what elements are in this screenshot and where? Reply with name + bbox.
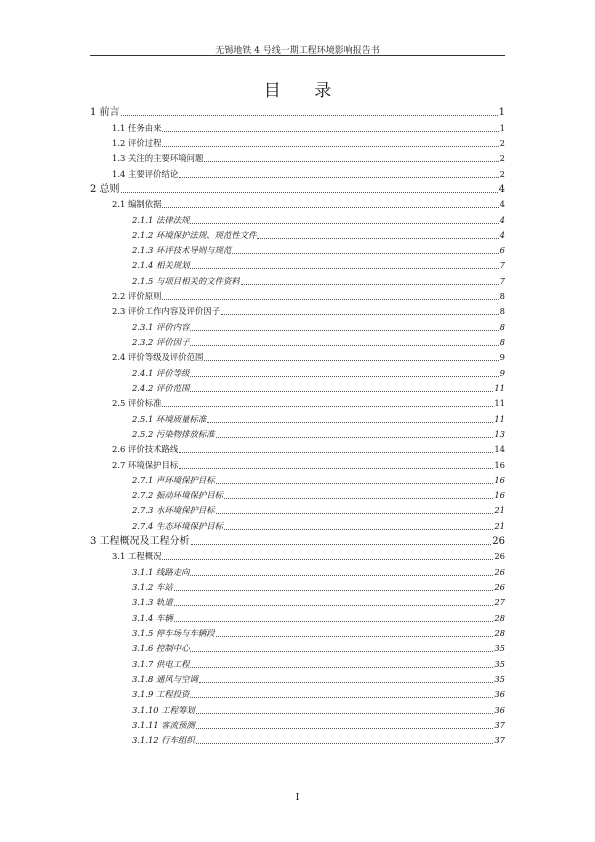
toc-entry-page: 4 — [499, 214, 505, 225]
toc-entry[interactable] — [90, 409, 505, 424]
toc-entry-page: 2 — [499, 137, 505, 148]
toc-leader-dots — [204, 360, 498, 361]
toc-entry[interactable] — [90, 516, 505, 531]
toc-leader-dots — [190, 391, 493, 392]
toc-entry-label: 2.3.2 评价因子 — [132, 337, 190, 347]
toc-entry-page: 11 — [494, 398, 505, 409]
toc-entry[interactable] — [90, 440, 505, 455]
toc-leader-dots — [196, 743, 494, 744]
toc-entry-page: 11 — [494, 413, 505, 424]
toc-entry-page: 4 — [498, 183, 505, 195]
toc-leader-dots — [179, 468, 493, 469]
toc-entry-page: 35 — [494, 643, 505, 654]
toc-entry-label: 2.4 评价等级及评价范围 — [112, 352, 204, 363]
toc-entry[interactable] — [90, 685, 505, 700]
toc-entry[interactable] — [90, 471, 505, 486]
toc-entry-page: 26 — [494, 566, 505, 577]
toc-entry-page: 36 — [494, 704, 505, 715]
toc-entry-label: 1.3 关注的主要环境问题 — [112, 153, 204, 164]
table-of-contents — [90, 103, 505, 746]
toc-leader-dots — [190, 575, 493, 576]
toc-entry-label: 2.5.2 污染物排放标准 — [132, 428, 215, 439]
toc-entry-page: 8 — [499, 291, 505, 302]
toc-entry[interactable] — [90, 241, 505, 256]
toc-entry-page: 27 — [494, 597, 505, 608]
toc-entry-label: 2 总则 — [90, 183, 120, 195]
toc-entry[interactable] — [90, 731, 505, 746]
toc-entry[interactable] — [90, 287, 505, 302]
toc-entry-page: 37 — [494, 735, 505, 746]
toc-entry[interactable] — [90, 271, 505, 286]
toc-entry[interactable] — [90, 501, 505, 516]
toc-leader-dots — [190, 667, 493, 668]
toc-entry-label: 2.7.3 水环境保护目标 — [132, 505, 215, 516]
toc-entry[interactable] — [90, 103, 505, 118]
toc-leader-dots — [190, 345, 498, 346]
toc-entry[interactable] — [90, 210, 505, 225]
toc-entry-page: 13 — [494, 428, 505, 439]
toc-leader-dots — [216, 483, 494, 484]
toc-entry-label: 2.1 编制依据 — [112, 199, 162, 210]
toc-entry-label: 2.1.1 法律法规 — [132, 214, 190, 225]
toc-leader-dots — [241, 284, 499, 285]
toc-entry-label: 1.2 评价过程 — [112, 137, 162, 148]
toc-leader-dots — [174, 605, 494, 606]
toc-entry[interactable] — [90, 578, 505, 593]
toc-entry-page: 21 — [494, 505, 505, 516]
toc-leader-dots — [199, 682, 493, 683]
toc-entry-page: 11 — [494, 382, 505, 393]
toc-entry-label: 1.1 任务由来 — [112, 122, 162, 133]
toc-leader-dots — [190, 651, 493, 652]
toc-leader-dots — [174, 621, 494, 622]
toc-entry-page: 35 — [494, 673, 505, 684]
toc-entry-page: 9 — [499, 367, 505, 378]
toc-entry-page: 7 — [499, 260, 505, 271]
toc-leader-dots — [196, 728, 494, 729]
toc-leader-dots — [190, 330, 498, 331]
toc-entry-label: 2.1.4 相关规划 — [132, 260, 190, 271]
toc-entry-label: 2.7.1 声环境保护目标 — [132, 474, 215, 485]
toc-entry-label: 3.1 工程概况 — [112, 551, 162, 562]
toc-leader-dots — [196, 713, 494, 714]
toc-entry-page: 9 — [499, 352, 505, 363]
toc-entry-label: 1 前言 — [90, 107, 120, 119]
toc-entry[interactable] — [90, 455, 505, 470]
toc-entry-page: 2 — [499, 168, 505, 179]
toc-entry-page: 2 — [499, 153, 505, 164]
toc-entry-page: 1 — [498, 107, 505, 119]
toc-entry-page: 28 — [494, 627, 505, 638]
toc-leader-dots — [162, 406, 493, 407]
toc-leader-dots — [190, 223, 498, 224]
toc-entry-page: 6 — [499, 245, 505, 256]
toc-entry[interactable] — [90, 164, 505, 179]
toc-entry[interactable] — [90, 486, 505, 501]
toc-leader-dots — [232, 253, 498, 254]
toc-entry[interactable] — [90, 180, 505, 195]
toc-entry[interactable] — [90, 134, 505, 149]
toc-leader-dots — [221, 314, 499, 315]
toc-entry-label: 3.1.1 线路走向 — [132, 566, 190, 577]
page-number: I — [295, 793, 300, 803]
toc-leader-dots — [207, 422, 493, 423]
toc-entry-label: 2.3.1 评价内容 — [132, 321, 190, 332]
toc-entry[interactable] — [90, 532, 505, 547]
toc-entry-label: 3.1.3 轨道 — [132, 597, 173, 608]
toc-leader-dots — [179, 177, 498, 178]
toc-entry[interactable] — [90, 348, 505, 363]
toc-entry[interactable] — [90, 317, 505, 332]
toc-leader-dots — [190, 376, 498, 377]
toc-leader-dots — [257, 238, 498, 239]
toc-entry-label: 2.1.5 与项目相关的文件资料 — [132, 275, 240, 286]
toc-leader-dots — [216, 636, 494, 637]
toc-entry-page: 35 — [494, 658, 505, 669]
toc-leader-dots — [121, 115, 498, 116]
running-header: 无锡地铁 4 号线一期工程环境影响报告书 — [215, 46, 380, 56]
toc-entry-label: 2.6 评价技术路线 — [112, 444, 179, 455]
toc-entry[interactable] — [90, 363, 505, 378]
toc-entry-label: 1.4 主要评价结论 — [112, 168, 179, 179]
toc-entry-page: 37 — [494, 719, 505, 730]
toc-entry[interactable] — [90, 608, 505, 623]
toc-entry-page: 4 — [499, 229, 505, 240]
toc-entry-label: 2.5 评价标准 — [112, 398, 162, 409]
toc-leader-dots — [174, 590, 494, 591]
toc-entry-label: 2.1.2 环境保护法规、规范性文件 — [132, 229, 257, 240]
toc-leader-dots — [190, 268, 498, 269]
toc-leader-dots — [162, 559, 493, 560]
toc-leader-dots — [191, 544, 492, 545]
toc-leader-dots — [224, 498, 493, 499]
toc-entry[interactable] — [90, 118, 505, 133]
toc-entry-label: 3.1.4 车辆 — [132, 612, 173, 623]
toc-entry[interactable] — [90, 716, 505, 731]
toc-entry[interactable] — [90, 379, 505, 394]
toc-entry-label: 3 工程概况及工程分析 — [90, 536, 190, 548]
toc-entry-page: 16 — [494, 474, 505, 485]
toc-entry-label: 3.1.2 车站 — [132, 582, 173, 592]
toc-entry-page: 26 — [492, 536, 505, 548]
toc-entry-label: 2.4.1 评价等级 — [132, 367, 190, 378]
toc-leader-dots — [216, 513, 494, 514]
toc-entry[interactable] — [90, 639, 505, 654]
toc-entry[interactable] — [90, 593, 505, 608]
toc-leader-dots — [162, 146, 498, 147]
toc-entry[interactable] — [90, 547, 505, 562]
toc-entry-label: 3.1.12 行车组织 — [132, 735, 195, 746]
toc-leader-dots — [190, 697, 493, 698]
toc-entry-page: 26 — [494, 551, 505, 562]
toc-leader-dots — [224, 529, 493, 530]
toc-entry-label: 3.1.6 控制中心 — [132, 643, 190, 654]
toc-entry[interactable] — [90, 302, 505, 317]
toc-entry[interactable] — [90, 226, 505, 241]
toc-entry[interactable] — [90, 670, 505, 685]
toc-entry[interactable] — [90, 562, 505, 577]
toc-leader-dots — [204, 161, 498, 162]
toc-entry-label: 2.7 环境保护目标 — [112, 459, 179, 470]
toc-entry[interactable] — [90, 333, 505, 348]
toc-entry-page: 16 — [494, 459, 505, 470]
toc-entry-page: 16 — [494, 490, 505, 501]
toc-entry[interactable] — [90, 195, 505, 210]
toc-entry-label: 2.1.3 环评技术导则与规范 — [132, 245, 232, 256]
toc-entry-label: 2.7.2 振动环境保护目标 — [132, 490, 223, 501]
toc-entry[interactable] — [90, 700, 505, 715]
toc-entry-page: 8 — [499, 321, 505, 332]
toc-entry-label: 2.5.1 环境质量标准 — [132, 413, 207, 424]
toc-entry-page: 26 — [494, 582, 505, 592]
toc-entry-label: 2.4.2 评价范围 — [132, 382, 190, 393]
toc-entry-label: 3.1.11 客流预测 — [132, 719, 195, 730]
toc-entry-page: 28 — [494, 612, 505, 623]
toc-entry[interactable] — [90, 394, 505, 409]
toc-entry[interactable] — [90, 149, 505, 164]
toc-entry-label: 3.1.9 工程投资 — [132, 689, 190, 700]
page-title: 目 录 — [263, 81, 346, 101]
header-rule — [90, 55, 505, 56]
toc-leader-dots — [179, 452, 493, 453]
toc-entry-label: 2.7.4 生态环境保护目标 — [132, 520, 223, 531]
toc-leader-dots — [162, 207, 498, 208]
toc-entry[interactable] — [90, 425, 505, 440]
toc-entry-page: 8 — [499, 306, 505, 317]
toc-entry-label: 3.1.7 供电工程 — [132, 658, 190, 669]
toc-entry-label: 2.3 评价工作内容及评价因子 — [112, 306, 221, 317]
toc-entry-label: 3.1.8 通风与空调 — [132, 673, 198, 684]
toc-entry-page: 8 — [499, 337, 505, 347]
toc-entry[interactable] — [90, 624, 505, 639]
toc-entry-page: 36 — [494, 689, 505, 700]
toc-leader-dots — [121, 192, 498, 193]
toc-entry[interactable] — [90, 256, 505, 271]
toc-entry[interactable] — [90, 654, 505, 669]
toc-entry-page: 1 — [499, 122, 505, 133]
toc-entry-page: 14 — [494, 444, 505, 455]
toc-entry-page: 21 — [494, 520, 505, 531]
toc-leader-dots — [216, 437, 494, 438]
toc-entry-label: 3.1.5 停车场与车辆段 — [132, 627, 215, 638]
toc-leader-dots — [162, 131, 498, 132]
toc-entry-page: 7 — [499, 275, 505, 286]
toc-leader-dots — [162, 299, 498, 300]
toc-entry-label: 3.1.10 工程筹划 — [132, 704, 195, 715]
toc-entry-label: 2.2 评价原则 — [112, 291, 162, 302]
toc-entry-page: 4 — [499, 199, 505, 210]
